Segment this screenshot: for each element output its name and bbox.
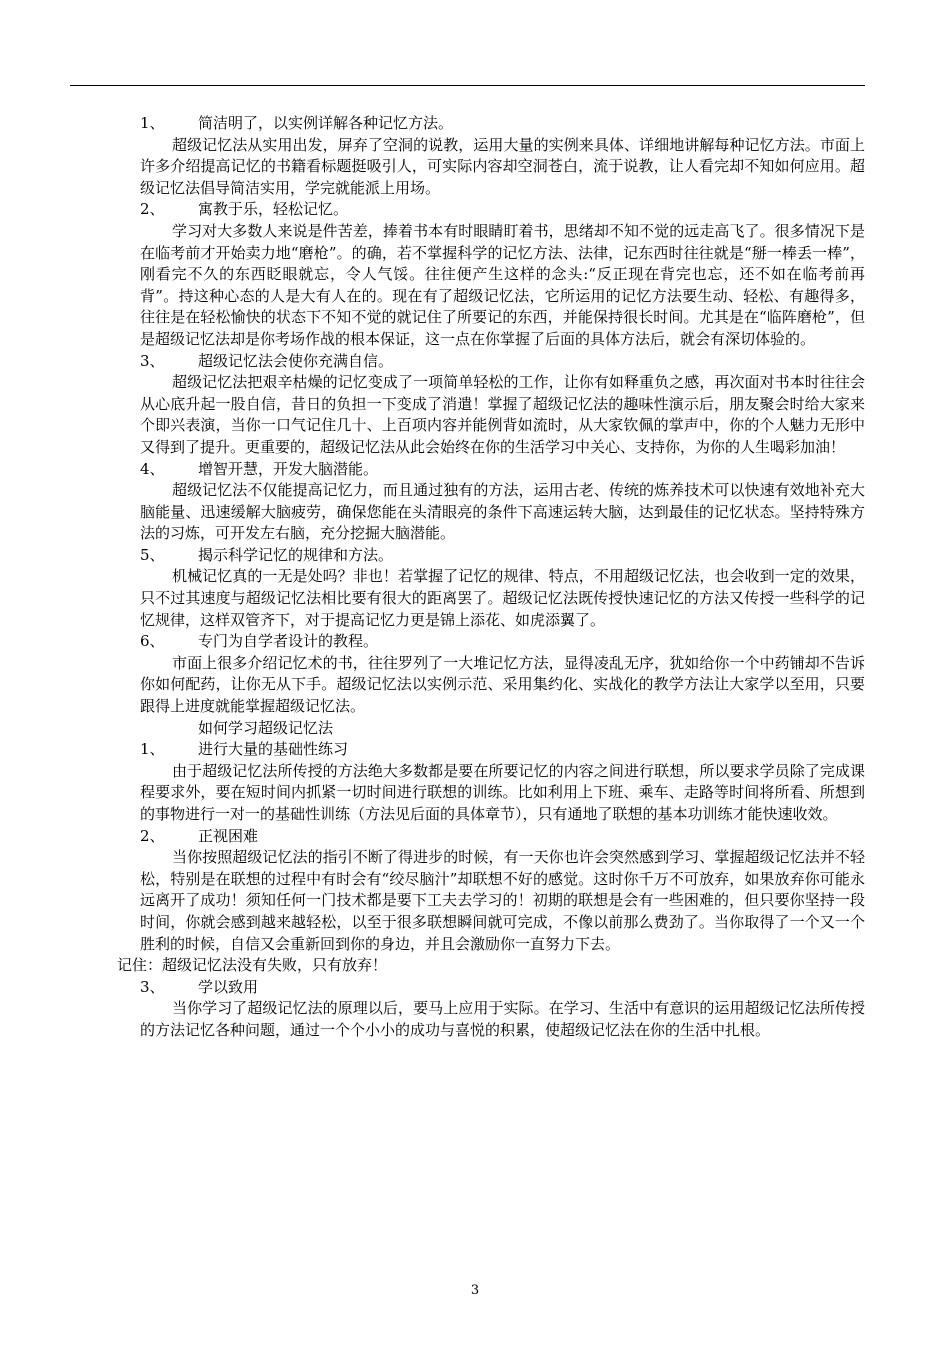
- section-1-body: 超级记忆法从实用出发，屏弃了空洞的说教，运用大量的实例来具体、详细地讲解每种记忆方法。市面上许多介绍提高记忆的书籍看标题挺吸引人，可实际内容却空洞苍白，流于说教，让人看完却不知如何应用。超级记忆法倡导简洁实用，学完就能派上用场。: [140, 135, 865, 197]
- step-1-body: 由于超级记忆法所传授的方法绝大多数都是要在所要记忆的内容之间进行联想，所以要求学员除了完成课程要求外，要在短时间内抓紧一切时间进行联想的训练。比如利用上下班、乘车、走路等时间将所看、所想到的事物进行一对一的基础性训练（方法见后面的具体章节），只有通地了联想的基本功训练才能快速收效。: [140, 761, 865, 823]
- section-4-body: 超级记忆法不仅能提高记忆力，而且通过独有的方法，运用古老、传统的炼养技术可以快速有效地补充大脑能量、迅速缓解大脑疲劳，确保您能在头清眼亮的条件下高速运转大脑，达到最佳的记忆状态。坚持特殊方法的习炼，可开发左右脑，充分挖掘大脑潜能。: [140, 481, 865, 543]
- section-2-title: 2、 寓教于乐，轻松记忆。: [140, 200, 349, 219]
- step-2-title: 2、 正视困难: [140, 826, 259, 845]
- section-6-title: 6、 专门为自学者设计的教程。: [140, 632, 379, 651]
- section-3-body: 超级记忆法把艰辛枯燥的记忆变成了一项简单轻松的工作，让你有如释重负之感，再次面对书本时往往会从心底升起一股自信，昔日的负担一下变成了消遣！掌握了超级记忆法的趣味性演示后，朋友聚会时给大家来个即兴表演，当你一口气记住几十、上百项内容并能例背如流时，从大家钦佩的掌声中，你的个人魅力无形中又得到了提升。更重要的，超级记忆法从此会始终在你的生活学习中关心、支持你，为你的人生喝彩加油！: [140, 373, 865, 456]
- section-2-body: 学习对大多数人来说是件苦差，捧着书本有时眼睛盯着书，思绪却不知不觉的远走高飞了。很多情况下是在临考前才开始卖力地“磨枪”。的确，若不掌握科学的记忆方法、法律，记东西时往往就是“掰一棒丢一棒”，刚看完不久的东西眨眼就忘，令人气馁。往往便产生这样的念头:“反正现在背完也忘，还不如在临考前再背”。持这种心态的人是大有人在的。现在有了超级记忆法，它所运用的记忆方法要生动、轻松、有趣得多，往往是在轻松愉快的状态下不知不觉的就记住了所要记的东西，并能保持很长时间。尤其是在“临阵磨枪”，但是超级记忆法却是你考场作战的根本保证，这一点在你掌握了后面的具体方法后，就会有深切体验的。: [140, 221, 865, 348]
- section-5-body: 机械记忆真的一无是处吗？非也！若掌握了记忆的规律、特点，不用超级记忆法，也会收到一定的效果，只不过其速度与超级记忆法相比要有很大的距离罢了。超级记忆法既传授快速记忆的方法又传授一些科学的记忆规律，这样双管齐下，对于提高记忆力更是锦上添花、如虎添翼了。: [140, 567, 865, 629]
- section-6-body: 市面上很多介绍记忆术的书，往往罗列了一大堆记忆方法，显得凌乱无序，犹如给你一个中药铺却不告诉你如何配药，让你无从下手。超级记忆法以实例示范、采用集约化、实战化的教学方法让大家学以至用，只要跟得上进度就能掌握超级记忆法。: [140, 653, 865, 716]
- page-body: [117, 113, 865, 1042]
- header-rule: [70, 85, 865, 86]
- step-1-title: 1、 进行大量的基础性练习: [140, 740, 349, 759]
- page-number: 3: [470, 1283, 480, 1298]
- step-2-body: 当你按照超级记忆法的指引不断了得进步的时候，有一天你也许会突然感到学习、掌握超级记忆法并不轻松，特别是在联想的过程中有时会有“绞尽脑汁”却联想不好的感觉。这时你千万不可放弃，如果放弃你可能永远离开了成功！须知任何一门技术都是要下工夫去学习的！初期的联想是会有一些困难的，但只要你坚持一段时间，你就会感到越来越轻松，以至于很多联想瞬间就可完成，不像以前那么费劲了。当你取得了一个又一个胜利的时候，自信又会重新回到你的身边，并且会激励你一直努力下去。: [140, 848, 865, 953]
- section-3-title: 3、 超级记忆法会使你充满自信。: [140, 351, 394, 370]
- step-3-body: 当你学习了超级记忆法的原理以后，要马上应用于实际。在学习、生活中有意识的运用超级记忆法所传授的方法记忆各种问题，通过一个个小小的成功与喜悦的积累，使超级记忆法在你的生活中扎根。: [140, 999, 865, 1039]
- section-5-title: 5、 揭示科学记忆的规律和方法。: [140, 545, 394, 564]
- step-3-title: 3、 学以致用: [140, 977, 259, 996]
- remember-note: 记住：超级记忆法没有失败，只有放弃！: [117, 956, 388, 975]
- how-to-learn-heading: 如何学习超级记忆法: [198, 718, 334, 737]
- section-1-title: 1、 简洁明了，以实例详解各种记忆方法。: [140, 114, 454, 132]
- section-4-title: 4、 增智开慧，开发大脑潜能。: [140, 459, 379, 478]
